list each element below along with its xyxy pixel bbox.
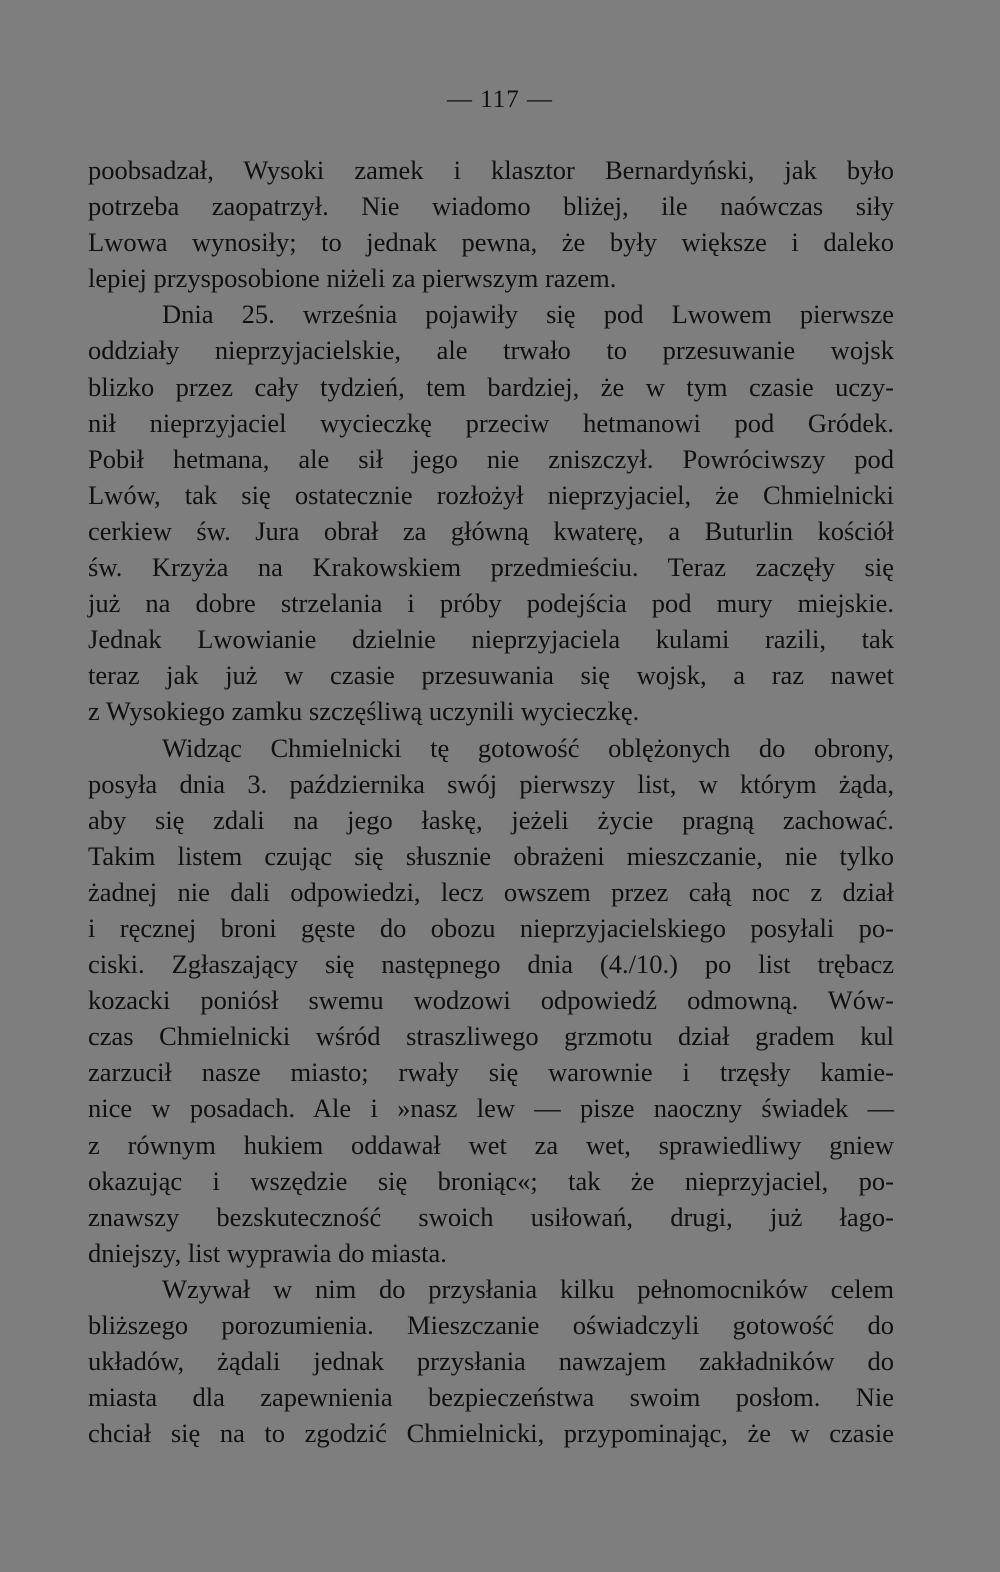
text-line: z równym hukiem oddawał wet za wet, sprawiedliwy gniew — [88, 1129, 894, 1160]
text-line: Takim listem czując się słusznie obrażeni mieszczanie, nie tylko — [88, 840, 894, 871]
body-text — [88, 152, 894, 1451]
text-line: posyła dnia 3. października swój pierwszy list, w którym żąda, — [88, 768, 894, 799]
text-line: św. Krzyża na Krakowskiem przedmieściu. Teraz zaczęły się — [88, 552, 894, 583]
text-line: oddziały nieprzyjacielskie, ale trwało to przesuwanie wojsk — [88, 335, 894, 366]
text-line: miasta dla zapewnienia bezpieczeństwa swoim posłom. Nie — [88, 1382, 894, 1413]
text-line: i ręcznej broni gęste do obozu nieprzyjacielskiego posyłali po- — [88, 912, 894, 943]
text-line: nice w posadach. Ale i »nasz lew — pisze naoczny świadek — — [88, 1093, 894, 1124]
text-line: potrzeba zaopatrzył. Nie wiadomo bliżej, ile naówczas siły — [88, 191, 894, 222]
text-line: cerkiew św. Jura obrał za główną kwaterę, a Buturlin kościół — [88, 515, 894, 546]
text-line: teraz jak już w czasie przesuwania się wojsk, a raz nawet — [88, 660, 894, 691]
text-line: blizko przez cały tydzień, tem bardziej, że w tym czasie uczy- — [88, 371, 894, 402]
text-line: bliższego porozumienia. Mieszczanie oświadczyli gotowość do — [88, 1310, 894, 1340]
text-line: poobsadzał, Wysoki zamek i klasztor Bernardyński, jak było — [88, 155, 894, 185]
text-line: Lwów, tak się ostatecznie rozłożył nieprzyjaciel, że Chmielnicki — [88, 479, 894, 510]
text-line: okazując i wszędzie się broniąc«; tak że nieprzyjaciel, po- — [88, 1165, 894, 1196]
text-line: czas Chmielnicki wśród straszliwego grzmotu dział gradem kul — [88, 1021, 894, 1052]
text-line: żadnej nie dali odpowiedzi, lecz owszem przez całą noc z dział — [88, 876, 894, 907]
text-line: kozacki poniósł swemu wodzowi odpowiedź odmowną. Wów- — [88, 985, 894, 1016]
page-number: — 117 — — [446, 86, 554, 113]
text-line: już na dobre strzelania i próby podejścia pod mury miejskie. — [88, 588, 894, 619]
text-line: Pobił hetmana, ale sił jego nie zniszczył. Powróciwszy pod — [88, 443, 894, 474]
text-line: znawszy bezskuteczność swoich usiłowań, drugi, już łago- — [88, 1201, 894, 1232]
text-line: Jednak Lwowianie dzielnie nieprzyjaciela kulami razili, tak — [88, 624, 894, 655]
text-line: ciski. Zgłaszający się następnego dnia (4./10.) po list trębacz — [88, 949, 894, 980]
text-line: zarzucił nasze miasto; rwały się warownie i trzęsły kamie- — [88, 1057, 894, 1088]
text-line: z Wysokiego zamku szczęśliwą uczynili wycieczkę. — [88, 696, 640, 727]
text-line: aby się zdali na jego łaskę, jeżeli życie pragną zachować. — [88, 804, 894, 835]
text-line: chciał się na to zgodzić Chmielnicki, przypominając, że w czasie — [88, 1418, 894, 1449]
text-line: Wzywał w nim do przysłania kilku pełnomocników celem — [162, 1273, 894, 1304]
text-line: Dnia 25. września pojawiły się pod Lwowem pierwsze — [162, 299, 894, 330]
text-line: dniejszy, list wyprawia do miasta. — [88, 1237, 447, 1268]
text-line: układów, żądali jednak przysłania nawzajem zakładników do — [88, 1346, 894, 1377]
text-line: Lwowa wynosiły; to jednak pewna, że były większe i daleko — [88, 227, 894, 258]
text-line: lepiej przysposobione niżeli za pierwszym razem. — [88, 263, 617, 294]
text-line: nił nieprzyjaciel wycieczkę przeciw hetmanowi pod Gródek. — [88, 407, 894, 438]
text-line: Widząc Chmielnicki tę gotowość oblężonych do obrony, — [162, 732, 894, 763]
